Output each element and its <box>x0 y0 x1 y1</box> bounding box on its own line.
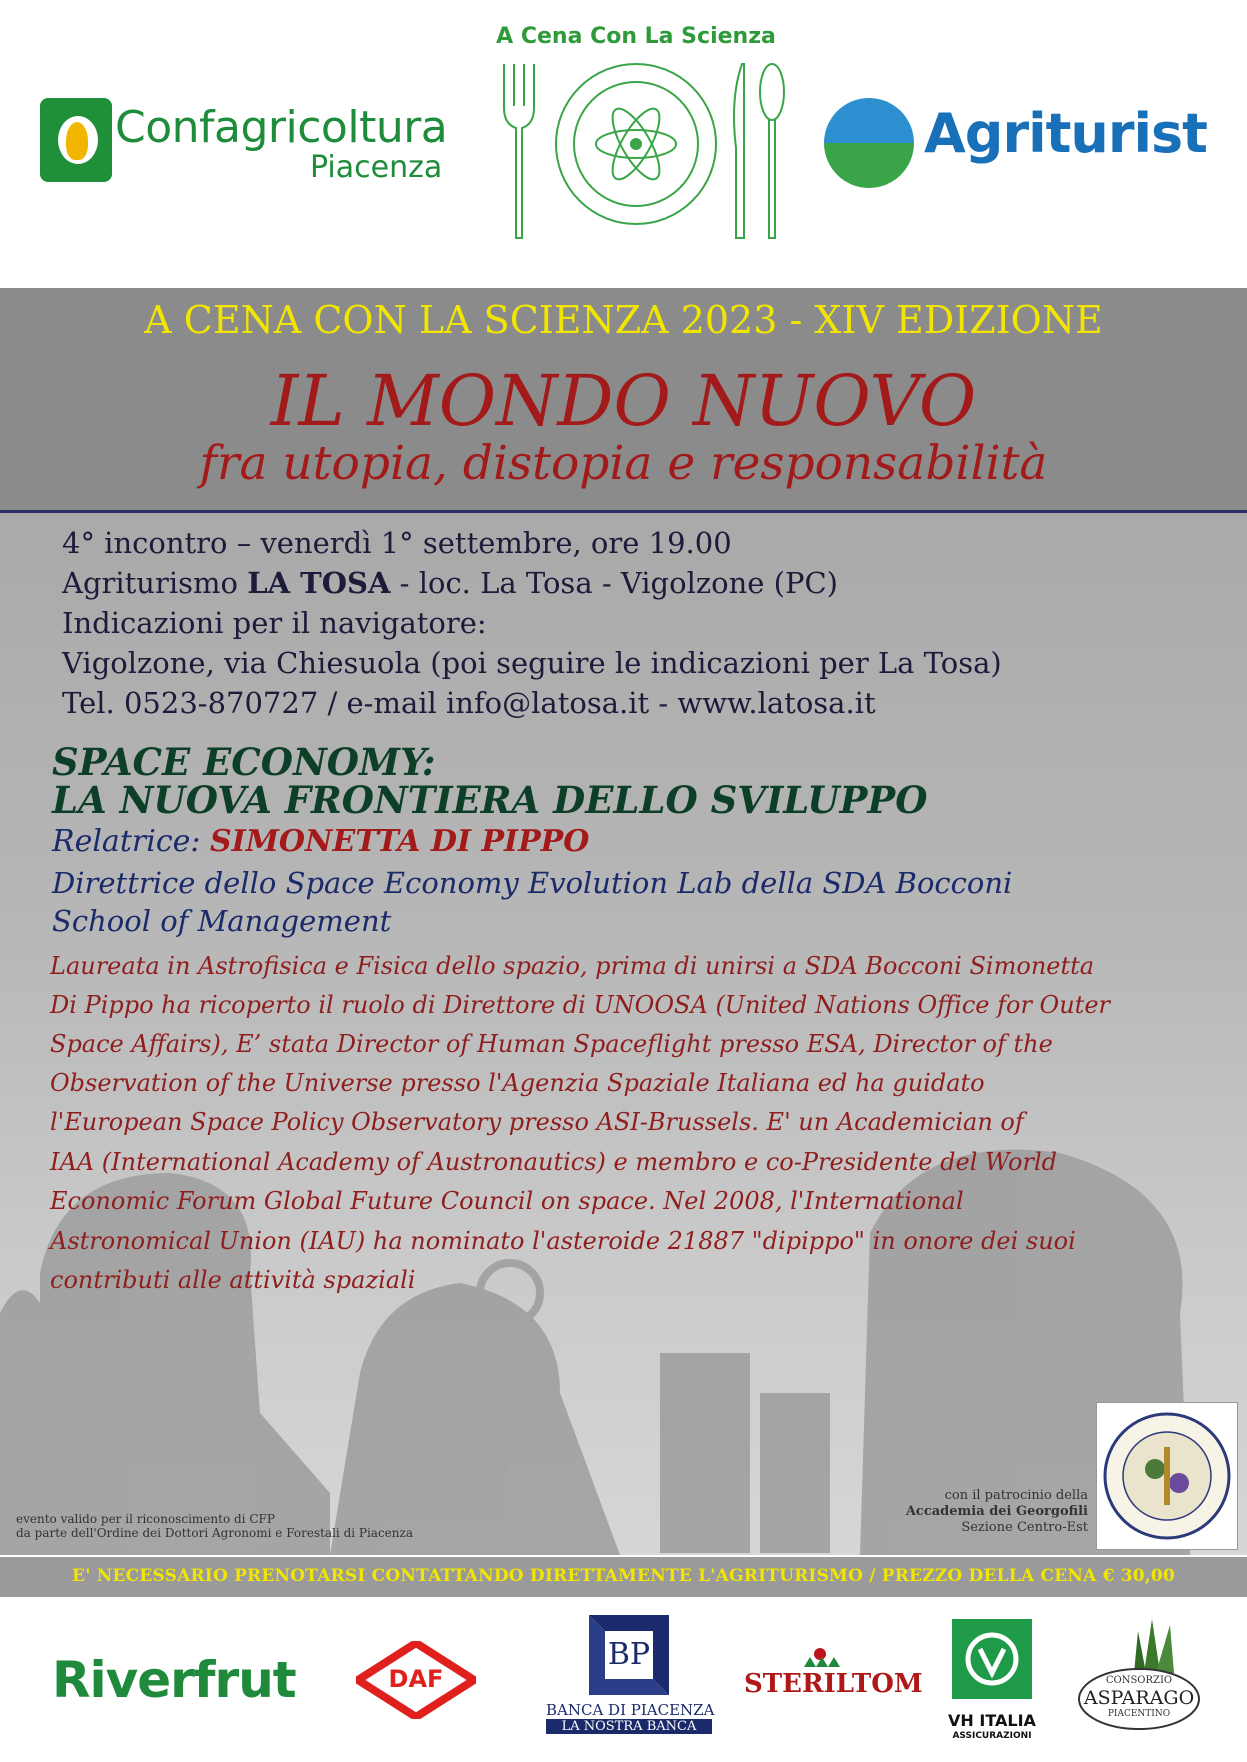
bio-line: Astronomical Union (IAU) ha nominato l'asteroide 21887 "dipippo" in onore dei suoi <box>50 1227 1076 1255</box>
banca-di-piacenza-mark: BP <box>607 1637 651 1672</box>
agriturist-logo <box>824 98 1207 188</box>
speaker-line <box>52 824 589 859</box>
agriturist-landscape-icon <box>824 98 914 188</box>
patronage-line1: con il patrocinio della <box>944 1488 1088 1503</box>
bio-line: Economic Forum Global Future Council on space. Nel 2008, l'International <box>50 1187 964 1215</box>
edition-title: A CENA CON LA SCIENZA 2023 - XIV EDIZIONE <box>144 298 1103 342</box>
cfp-note-line1: evento valido per il riconoscimento di CFP <box>16 1512 275 1526</box>
riverfrut-logo: Riverfrut <box>52 1651 296 1709</box>
daf-logo <box>356 1641 476 1719</box>
venue-line <box>62 566 838 600</box>
bio-line: Laureata in Astrofisica e Fisica dello spazio, prima di unirsi a SDA Bocconi Simonetta <box>50 952 1095 980</box>
bio-line: Space Affairs), E’ stata Director of Human Spaceflight presso ESA, Director of the <box>50 1030 1053 1058</box>
asparago-top: CONSORZIO <box>1105 1675 1173 1686</box>
navigator-directions: Vigolzone, via Chiesuola (poi seguire le indicazioni per La Tosa) <box>62 646 1002 680</box>
vh-italia-name: VH ITALIA <box>948 1711 1036 1730</box>
georgofili-seal <box>1096 1402 1238 1550</box>
booking-text: E' NECESSARIO PRENOTARSI CONTATTANDO DIRETTAMENTE L'AGRITURISMO / PREZZO DELLA CENA € 30,00 <box>72 1566 1175 1586</box>
talk-title-line2: LA NUOVA FRONTIERA DELLO SVILUPPO <box>52 778 928 822</box>
banca-di-piacenza-name: BANCA DI PIACENZA <box>546 1701 715 1719</box>
cfp-note-line2: da parte dell'Ordine dei Dottori Agronomi e Forestali di Piacenza <box>16 1526 413 1540</box>
steriltom-logo: STERILTOM <box>744 1669 923 1699</box>
vh-italia-mark-icon <box>952 1619 1032 1699</box>
banca-di-piacenza-logo <box>546 1615 715 1741</box>
contact-line: Tel. 0523-870727 / e-mail info@latosa.it - www.latosa.it <box>62 686 876 720</box>
subtitle: fra utopia, distopia e responsabilità <box>199 436 1048 491</box>
venue-prefix: Agriturismo <box>62 566 248 600</box>
cfp-note <box>16 1512 413 1540</box>
main-title: IL MONDO NUOVO <box>270 360 977 442</box>
bio-line: Di Pippo ha ricoperto il ruolo di Direttore di UNOOSA (United Nations Office for Outer <box>50 991 1110 1019</box>
speaker-name: SIMONETTA DI PIPPO <box>210 824 590 859</box>
banca-di-piacenza-tagline: LA NOSTRA BANCA <box>546 1719 712 1734</box>
acena-logo-title: A Cena Con La Scienza <box>496 24 776 49</box>
vh-italia-tagline: ASSICURAZIONI <box>952 1731 1032 1741</box>
steriltom-mark-icon <box>800 1647 840 1667</box>
agriturist-name: Agriturist <box>924 102 1207 165</box>
bio-line: contributi alle attività spaziali <box>50 1266 416 1294</box>
venue-suffix: - loc. La Tosa - Vigolzone (PC) <box>390 566 838 600</box>
patronage-line2: Accademia dei Georgofili <box>905 1504 1088 1519</box>
georgofili-seal-icon <box>1097 1403 1237 1549</box>
asparago-bottom: PIACENTINO <box>1107 1709 1171 1719</box>
talk-title-line1: SPACE ECONOMY: <box>52 740 436 784</box>
speaker-role-line1: Direttrice dello Space Economy Evolution Lab della SDA Bocconi <box>52 866 1013 900</box>
sponsors-bar <box>0 1597 1247 1762</box>
vh-italia-logo <box>940 1619 1044 1749</box>
event-date: 4° incontro – venerdì 1° settembre, ore 19.00 <box>62 526 732 560</box>
confagricoltura-mark-icon <box>40 98 112 182</box>
acena-logo <box>486 22 786 244</box>
bio-line: Observation of the Universe presso l'Agenzia Spaziale Italiana ed ha guidato <box>50 1069 985 1097</box>
plate-cutlery-atom-icon <box>486 58 786 244</box>
confagricoltura-name: Confagricoltura <box>115 102 448 153</box>
speaker-label: Relatrice: <box>52 824 211 859</box>
bio-line: l'European Space Policy Observatory presso ASI-Brussels. E' un Academician of <box>50 1108 1024 1136</box>
bio-line: IAA (International Academy of Austronautics) e membro e co-Presidente del World <box>50 1148 1058 1176</box>
confagricoltura-logo <box>40 98 470 188</box>
asparago-logo <box>1074 1613 1204 1749</box>
daf-name: DAF <box>388 1665 444 1693</box>
confagricoltura-city: Piacenza <box>310 150 443 185</box>
venue-name: LA TOSA <box>247 566 391 600</box>
asparago-name: ASPARAGO <box>1083 1687 1195 1709</box>
patronage-note <box>860 1488 1088 1536</box>
patronage-line3: Sezione Centro-Est <box>961 1520 1088 1535</box>
speaker-role-line2: School of Management <box>52 904 392 938</box>
navigator-heading: Indicazioni per il navigatore: <box>62 606 487 640</box>
